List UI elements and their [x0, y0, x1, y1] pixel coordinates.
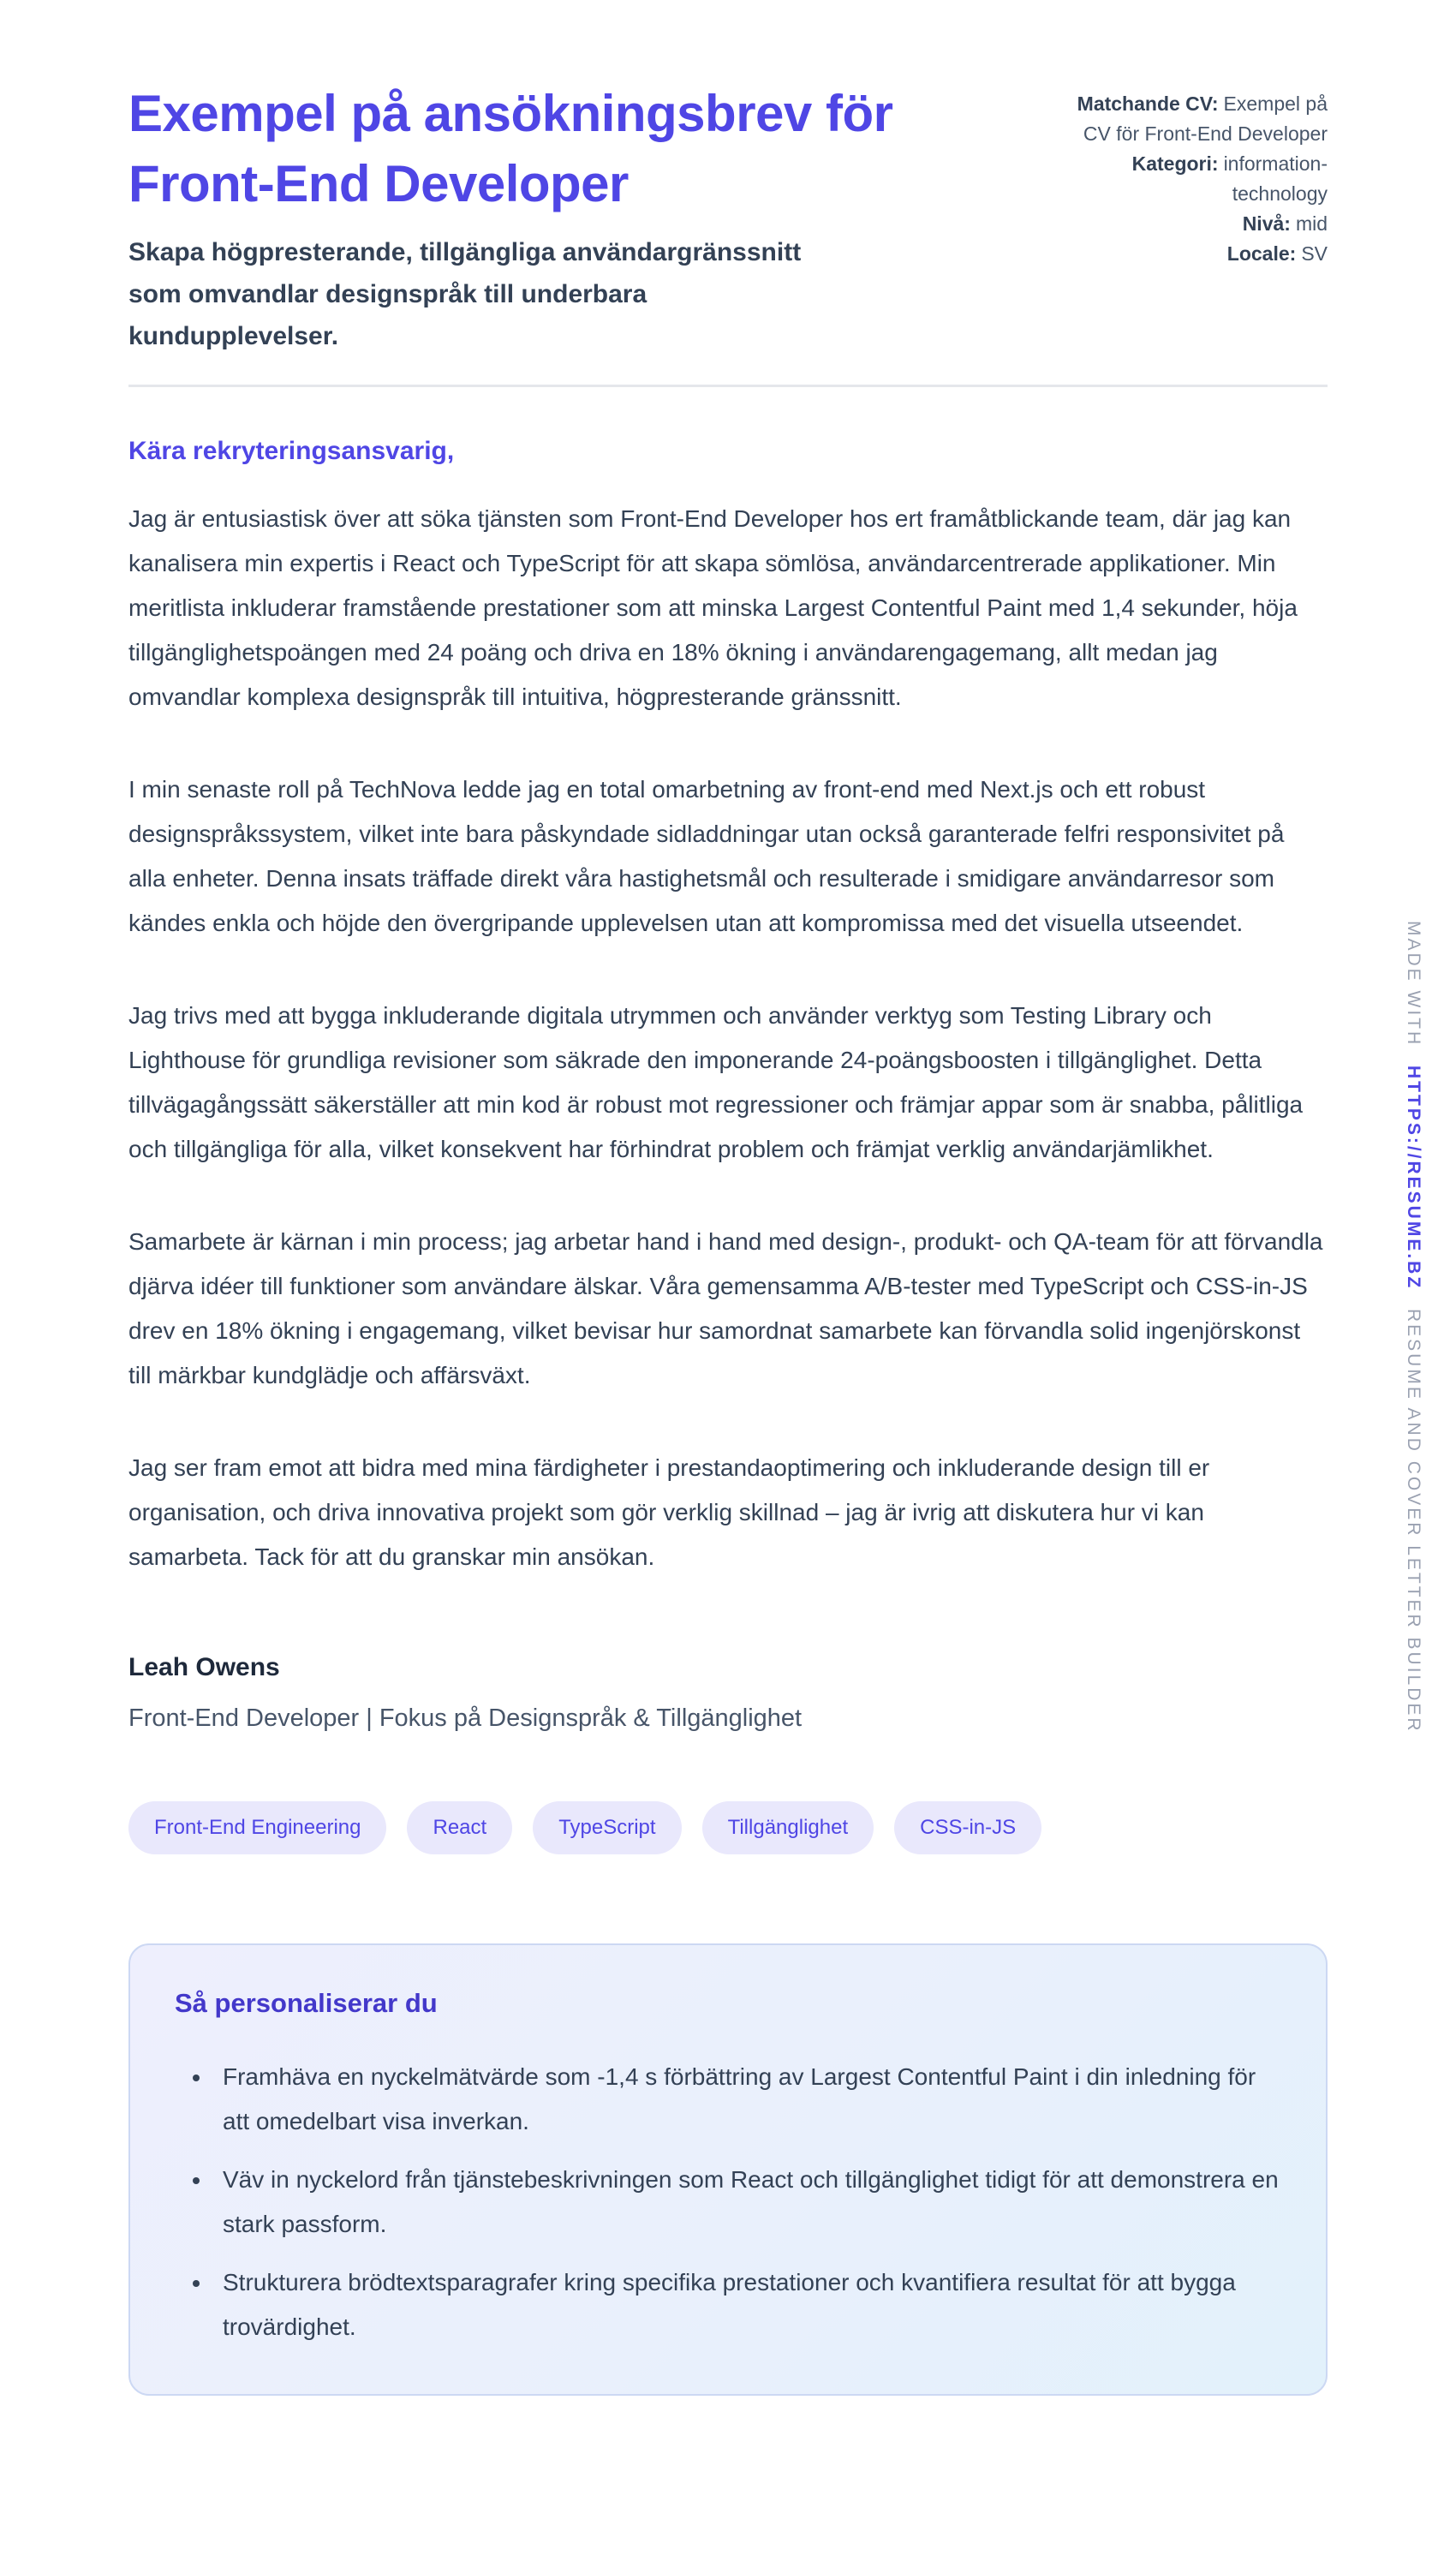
meta-label: Kategori:	[1131, 152, 1219, 175]
letter-paragraph: Jag trivs med att bygga inkluderande digitala utrymmen och använder verktyg som Testing Library och Lighthouse för grundliga revisioner som säkrade den imponerande 24-poängsboosten i tillgänglighet. Detta tillvägagångssätt säkerställer att min kod är robust mot regressioner och främjar appar som är snabba, pålitliga och tillgängliga för alla, vilket konsekvent har förhindrat problem och främjat verklig användarjämlikhet.	[128, 1002, 1304, 1162]
meta-category	[1045, 149, 1328, 209]
meta-locale	[1045, 239, 1328, 269]
meta-panel	[1045, 79, 1328, 269]
tips-heading: Så personaliserar du	[175, 1988, 438, 2018]
header-title-block	[128, 79, 976, 357]
letter-greeting: Kära rekryteringsansvarig,	[128, 437, 455, 465]
signature-role: Front-End Developer | Fokus på Designspråk & Tillgänglighet	[128, 1704, 803, 1732]
letter-paragraph: I min senaste roll på TechNova ledde jag en total omarbetning av front-end med Next.js och ett robust designspråkssystem, vilket inte bara påskyndade sidladdningar utan också garanterade felfri responsivitet på alla enheter. Denna insats träffade direkt våra hastighetsmål och resulterade i smidigare användarresor som kändes enkla och höjde den övergripande upplevelsen utan att kompromissa med det visuella utseendet.	[128, 776, 1285, 936]
meta-value: mid	[1295, 212, 1328, 235]
tag-tillganglighet[interactable]: Tillgänglighet	[702, 1801, 874, 1854]
letter-paragraph: Jag ser fram emot att bidra med mina färdigheter i prestandaoptimering och inkluderande design till er organisation, och driva innovativa projekt som gör verklig skillnad – jag är ivrig att diskutera hur vi kan samarbeta. Tack för att du granskar min ansökan.	[128, 1454, 1210, 1570]
tip-item: • Väv in nyckelord från tjänstebeskrivningen som React och tillgänglighet tidigt för att demonstrera en stark passform.	[212, 2158, 1281, 2247]
meta-value: information-technology	[1223, 152, 1328, 205]
page-title: Exempel på ansökningsbrev för Front-End Developer	[128, 85, 893, 212]
meta-value: Exempel på CV för Front-End Developer	[1083, 93, 1328, 145]
meta-label: Matchande CV:	[1077, 93, 1219, 115]
watermark-builder-text: RESUME AND COVER LETTER BUILDER	[1404, 1309, 1423, 1734]
signature-name: Leah Owens	[128, 1653, 280, 1681]
meta-label: Locale:	[1226, 242, 1297, 265]
content-container	[128, 0, 1328, 2396]
tag-css-in-js[interactable]: CSS-in-JS	[894, 1801, 1041, 1854]
tag-front-end-engineering[interactable]: Front-End Engineering	[128, 1801, 386, 1854]
meta-label: Nivå:	[1242, 212, 1291, 235]
watermark-made-with: MADE WITH	[1404, 921, 1423, 1048]
meta-value: SV	[1301, 242, 1328, 265]
header-divider	[128, 385, 1328, 387]
letter-paragraph: Samarbete är kärnan i min process; jag arbetar hand i hand med design-, produkt- och QA-team för att förvandla djärva idéer till funktioner som användare älskar. Våra gemensamma A/B-tester med TypeScript och CSS-in-JS drev en 18% ökning i engagemang, vilket bevisar hur samordnat samarbete kan förvandla solid ingenjörskonst till märkbar kundglädje och affärsväxt.	[128, 1228, 1323, 1388]
signature-block	[128, 1653, 1328, 1733]
page-subtitle: Skapa högpresterande, tillgängliga användargränssnitt som omvandlar designspråk till underbara kundupplevelser.	[128, 238, 802, 350]
meta-level	[1045, 209, 1328, 239]
personalization-tips-card	[128, 1943, 1328, 2396]
tip-item: • Framhäva en nyckelmätvärde som -1,4 s förbättring av Largest Contentful Paint i din inledning för att omedelbart visa inverkan.	[212, 2055, 1281, 2144]
meta-matching-cv	[1045, 89, 1328, 149]
tips-list	[175, 2055, 1281, 2349]
page-header	[128, 79, 1328, 357]
tag-list	[128, 1801, 1328, 1854]
tip-item: • Strukturera brödtextsparagrafer kring specifika prestationer och kvantifiera resultat för att bygga trovärdighet.	[212, 2260, 1281, 2349]
watermark-link[interactable]: HTTPS://RESUME.BZ	[1404, 1066, 1423, 1291]
tag-react[interactable]: React	[407, 1801, 512, 1854]
letter-body	[128, 497, 1328, 1579]
side-watermark	[1403, 921, 1423, 1734]
letter-paragraph: Jag är entusiastisk över att söka tjänsten som Front-End Developer hos ert framåtblickande team, där jag kan kanalisera min expertis i React och TypeScript för att skapa sömlösa, användarcentrerade applikationer. Min meritlista inkluderar framstående prestationer som att minska Largest Contentful Paint med 1,4 sekunder, höja tillgänglighetspoängen med 24 poäng och driva en 18% ökning i användarengagemang, allt medan jag omvandlar komplexa designspråk till intuitiva, högpresterande gränssnitt.	[128, 505, 1298, 710]
tag-typescript[interactable]: TypeScript	[533, 1801, 681, 1854]
